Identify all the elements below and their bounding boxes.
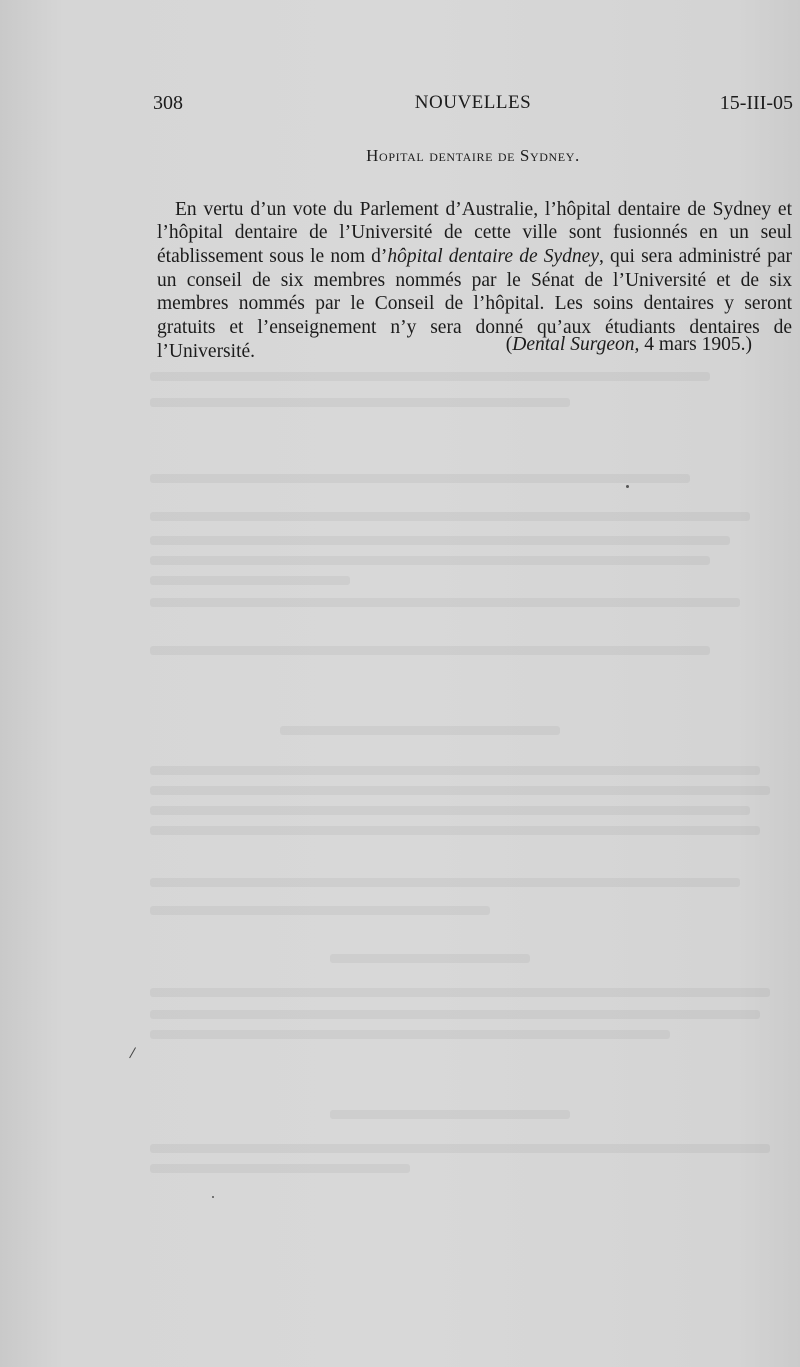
bleed-through-line: [150, 906, 490, 915]
article-title: Hopital dentaire de Sydney.: [366, 146, 580, 165]
pencil-mark: [129, 1047, 137, 1058]
bleed-through-line: [150, 826, 760, 835]
bleed-through-line: [150, 576, 350, 585]
bleed-through-line: [150, 474, 690, 483]
paragraph-italic-name: hôpital dentaire de Sydney: [387, 245, 599, 267]
source-citation: [150, 334, 752, 356]
bleed-through-line: [150, 536, 730, 545]
ink-speck: [626, 485, 629, 488]
running-head: [153, 92, 793, 122]
bleed-through-line: [150, 1030, 670, 1039]
issue-date: 15-III-05: [719, 92, 793, 114]
citation-journal: Dental Surgeon,: [512, 334, 640, 355]
bleed-through-line: [150, 988, 770, 997]
running-head-title: NOUVELLES: [414, 92, 532, 113]
paragraph-text-continued: , qui sera administré par un conseil de six membres nommés par le Sénat de l’Université et de six membres nommés par le Conseil de l’hôpital. Les soins dentaires y seront gratuits et l’enseignement n’y sera donné qu’aux étudiants dentaires de l’Université.: [157, 245, 792, 362]
bleed-through-line: [150, 398, 570, 407]
bleed-through-line: [150, 1144, 770, 1153]
ink-speck: [212, 1196, 214, 1198]
bleed-through-line: [150, 512, 750, 521]
bleed-through-line: [150, 878, 740, 887]
bleed-through-line: [150, 786, 770, 795]
citation-open-paren: (: [505, 334, 513, 355]
bleed-through-line: [150, 646, 710, 655]
bleed-through-line: [280, 726, 560, 735]
bleed-through-line: [150, 372, 710, 381]
bleed-through-line: [150, 766, 760, 775]
bleed-through-line: [150, 1010, 760, 1019]
bleed-through-line: [150, 806, 750, 815]
paragraph-text: En vertu d’un vote du Parlement d’Australie, l’hôpital dentaire de Sydney et l’hôpital dentaire de l’Université de cette ville sont fusionnés en un seul établissement sous le nom d’: [157, 198, 792, 267]
bleed-through-line: [150, 598, 740, 607]
citation-date: 4 mars 1905.): [639, 334, 752, 355]
page-number: 308: [153, 92, 183, 114]
bleed-through-line: [330, 1110, 570, 1119]
bleed-through-line: [330, 954, 530, 963]
bleed-through-line: [150, 1164, 410, 1173]
bleed-through-line: [150, 556, 710, 565]
